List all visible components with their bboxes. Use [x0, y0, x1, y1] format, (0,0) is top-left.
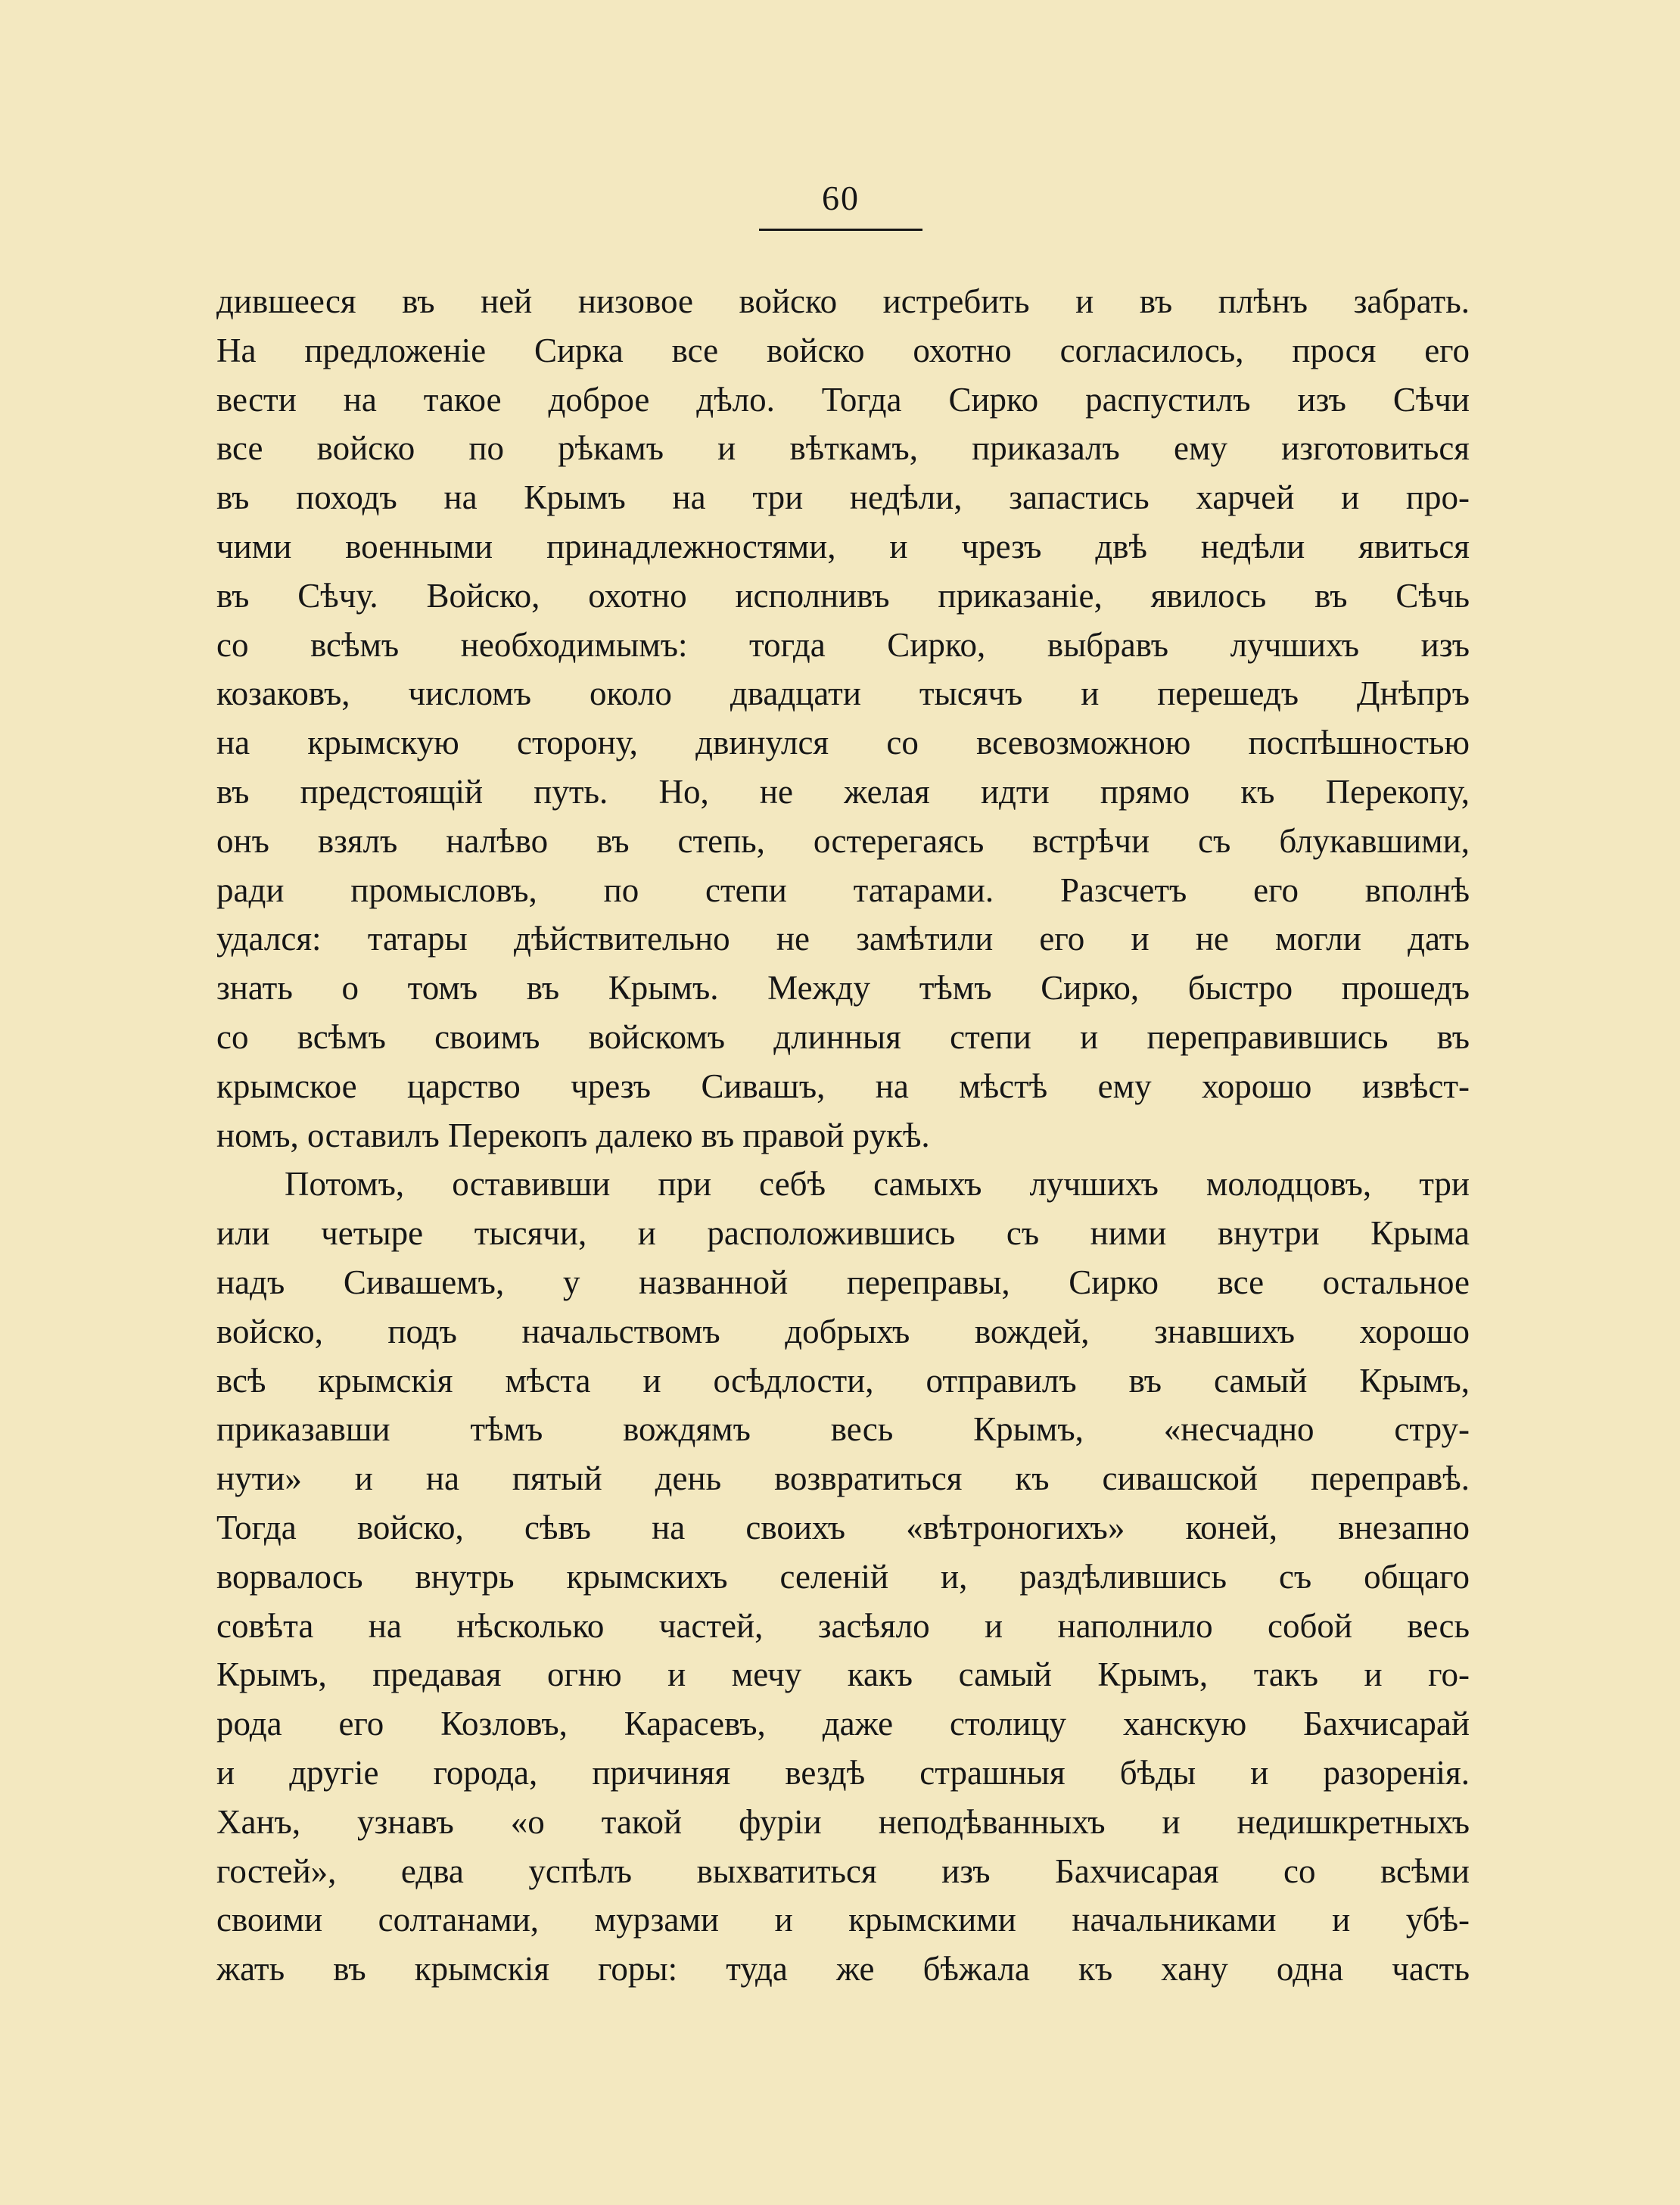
- page-number: 60: [822, 179, 860, 217]
- text-line: Потомъ, оставивши при себѣ самыхъ лучшихъ молодцовъ, три: [285, 1165, 1470, 1204]
- text-line: надъ Сивашемъ, у названной переправы, Сирко все остальное: [216, 1263, 1470, 1301]
- text-line: На предложеніе Сирка все войско охотно согласилось, прося его: [216, 331, 1470, 369]
- page-number-rule: [759, 229, 922, 231]
- text-line: Тогда войско, сѣвъ на своихъ «вѣтроногихъ» коней, внезапно: [216, 1508, 1470, 1546]
- text-line: все войско по рѣкамъ и вѣткамъ, приказалъ ему изготовиться: [216, 429, 1470, 468]
- text-line: онъ взялъ налѣво въ степь, остерегаясь встрѣчи съ блукавшими,: [216, 821, 1470, 860]
- text-line: дившееся въ ней низовое войско истребить и въ плѣнъ забрать.: [216, 282, 1470, 320]
- text-line: нути» и на пятый день возвратиться къ сивашской переправѣ.: [216, 1459, 1470, 1498]
- text-line: и другіе города, причиняя вездѣ страшныя бѣды и разоренія.: [216, 1753, 1470, 1792]
- paragraph-2: [216, 1160, 1470, 1994]
- text-line: чими военными принадлежностями, и чрезъ двѣ недѣли явиться: [216, 527, 1470, 565]
- text-line: приказавши тѣмъ вождямъ весь Крымъ, «несчадно стру-: [216, 1410, 1470, 1449]
- text-line: ради промысловъ, по степи татарами. Разсчетъ его вполнѣ: [216, 870, 1470, 909]
- text-line: ворвалось внутрь крымскихъ селеній и, раздѣлившись съ общаго: [216, 1557, 1470, 1596]
- text-line: всѣ крымскія мѣста и осѣдлости, отправилъ въ самый Крымъ,: [216, 1361, 1470, 1400]
- text-line: въ походъ на Крымъ на три недѣли, запастись харчей и про-: [216, 478, 1470, 517]
- text-line: гостей», едва успѣлъ выхватиться изъ Бахчисарая со всѣми: [216, 1852, 1470, 1890]
- text-line: со всѣмъ необходимымъ: тогда Сирко, выбравъ лучшихъ изъ: [216, 625, 1470, 664]
- text-line: своими солтанами, мурзами и крымскими начальниками и убѣ-: [216, 1901, 1470, 1939]
- text-line: Крымъ, предавая огню и мечу какъ самый Крымъ, такъ и го-: [216, 1655, 1470, 1694]
- text-line: вести на такое доброе дѣло. Тогда Сирко распустилъ изъ Сѣчи: [216, 380, 1470, 419]
- text-line: на крымскую сторону, двинулся со всевозможною поспѣшностью: [216, 724, 1470, 762]
- text-line: рода его Козловъ, Карасевъ, даже столицу ханскую Бахчисарай: [216, 1705, 1470, 1743]
- text-line: въ предстоящій путь. Но, не желая идти прямо къ Перекопу,: [216, 772, 1470, 811]
- text-line: удался: татары дѣйствительно не замѣтили его и не могли дать: [216, 920, 1470, 958]
- text-line: знать о томъ въ Крымъ. Между тѣмъ Сирко, быстро прошедъ: [216, 969, 1470, 1008]
- text-line: жать въ крымскія горы: туда же бѣжала къ хану одна часть: [216, 1950, 1470, 1989]
- text-line: крымское царство чрезъ Сивашъ, на мѣстѣ ему хорошо извѣст-: [216, 1067, 1470, 1105]
- text-line: номъ, оставилъ Перекопъ далеко въ правой рукѣ.: [216, 1116, 930, 1154]
- text-line: войско, подъ начальствомъ добрыхъ вождей, знавшихъ хорошо: [216, 1312, 1470, 1350]
- text-line: совѣта на нѣсколько частей, засѣяло и наполнило собой весь: [216, 1606, 1470, 1645]
- text-line: Ханъ, узнавъ «о такой фуріи неподѣванныхъ и недишкретныхъ: [216, 1802, 1470, 1841]
- text-line: или четыре тысячи, и расположившись съ ними внутри Крыма: [216, 1214, 1470, 1253]
- text-line: со всѣмъ своимъ войскомъ длинныя степи и переправившись въ: [216, 1017, 1470, 1056]
- text-line: козаковъ, числомъ около двадцати тысячъ и перешедъ Днѣпръ: [216, 674, 1470, 713]
- body-text: [216, 277, 1470, 1994]
- text-line: въ Сѣчу. Войско, охотно исполнивъ приказаніе, явилось въ Сѣчь: [216, 576, 1470, 615]
- paragraph-1: [216, 277, 1470, 1160]
